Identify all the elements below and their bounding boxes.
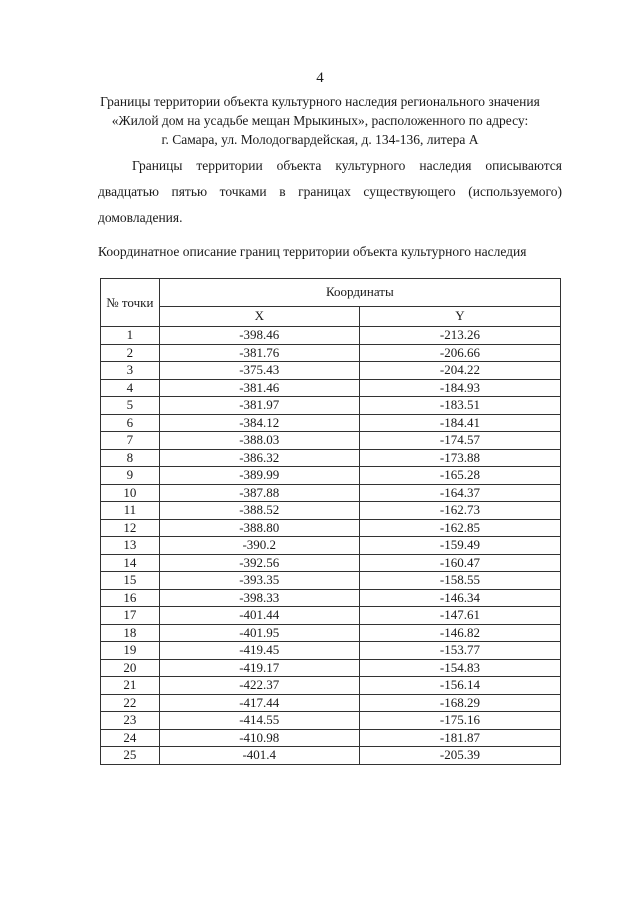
- y-coordinate-cell: -165.28: [359, 467, 560, 485]
- table-caption: Координатное описание границ территории объекта культурного наследия: [98, 244, 527, 259]
- x-coordinate-cell: -381.46: [159, 379, 359, 397]
- y-coordinate-cell: -204.22: [359, 362, 560, 380]
- point-number-cell: 14: [101, 554, 160, 572]
- y-coordinate-cell: -156.14: [359, 677, 560, 695]
- table-row: [101, 694, 561, 712]
- point-number-cell: 13: [101, 537, 160, 555]
- y-coordinate-cell: -160.47: [359, 554, 560, 572]
- y-coordinate-cell: -184.93: [359, 379, 560, 397]
- point-number-cell: 17: [101, 607, 160, 625]
- x-coordinate-cell: -387.88: [159, 484, 359, 502]
- point-number-cell: 10: [101, 484, 160, 502]
- x-coordinate-cell: -398.46: [159, 327, 359, 345]
- y-coordinate-cell: -158.55: [359, 572, 560, 590]
- x-coordinate-cell: -422.37: [159, 677, 359, 695]
- x-coordinate-cell: -414.55: [159, 712, 359, 730]
- table-row: [101, 624, 561, 642]
- y-coordinate-cell: -154.83: [359, 659, 560, 677]
- point-number-cell: 21: [101, 677, 160, 695]
- point-number-cell: 11: [101, 502, 160, 520]
- point-number-cell: 12: [101, 519, 160, 537]
- paragraph-line-1: Границы территории объекта культурного наследия описываются: [132, 158, 562, 173]
- x-coordinate-cell: -417.44: [159, 694, 359, 712]
- x-coordinate-cell: -388.03: [159, 432, 359, 450]
- coordinates-table-body: [101, 327, 561, 765]
- coordinates-table: [100, 278, 561, 765]
- point-number-cell: 15: [101, 572, 160, 590]
- x-coordinate-cell: -384.12: [159, 414, 359, 432]
- y-coordinate-cell: -206.66: [359, 344, 560, 362]
- heading-line-3: г. Самара, ул. Молодогвардейская, д. 134-136, литера А: [161, 132, 479, 147]
- paragraph-line-2: двадцатью пятью точками в границах существующего (используемого): [98, 184, 562, 199]
- table-row: [101, 467, 561, 485]
- heading-line-2: «Жилой дом на усадьбе мещан Мрыкиных», расположенного по адресу:: [111, 113, 529, 128]
- x-coordinate-cell: -381.76: [159, 344, 359, 362]
- table-row: [101, 537, 561, 555]
- point-number-cell: 3: [101, 362, 160, 380]
- x-coordinate-cell: -386.32: [159, 449, 359, 467]
- x-coordinate-cell: -393.35: [159, 572, 359, 590]
- table-row: [101, 362, 561, 380]
- y-coordinate-cell: -174.57: [359, 432, 560, 450]
- x-coordinate-cell: -390.2: [159, 537, 359, 555]
- heading-line-1: Границы территории объекта культурного наследия регионального значения: [100, 94, 540, 109]
- table-row: [101, 502, 561, 520]
- y-coordinate-cell: -162.73: [359, 502, 560, 520]
- table-row: [101, 554, 561, 572]
- table-row: [101, 379, 561, 397]
- y-coordinate-cell: -213.26: [359, 327, 560, 345]
- x-coordinate-cell: -381.97: [159, 397, 359, 415]
- x-column-header: X: [159, 306, 359, 326]
- x-coordinate-cell: -419.45: [159, 642, 359, 660]
- y-coordinate-cell: -175.16: [359, 712, 560, 730]
- y-coordinate-cell: -153.77: [359, 642, 560, 660]
- y-coordinate-cell: -146.82: [359, 624, 560, 642]
- y-coordinate-cell: -184.41: [359, 414, 560, 432]
- y-coordinate-cell: -168.29: [359, 694, 560, 712]
- x-coordinate-cell: -389.99: [159, 467, 359, 485]
- point-number-cell: 24: [101, 729, 160, 747]
- x-coordinate-cell: -398.33: [159, 589, 359, 607]
- table-row: [101, 484, 561, 502]
- point-number-cell: 4: [101, 379, 160, 397]
- table-row: [101, 589, 561, 607]
- point-number-cell: 16: [101, 589, 160, 607]
- x-coordinate-cell: -401.95: [159, 624, 359, 642]
- point-number-header: № точки: [101, 279, 160, 327]
- point-number-cell: 22: [101, 694, 160, 712]
- x-coordinate-cell: -419.17: [159, 659, 359, 677]
- document-heading: [60, 92, 580, 149]
- paragraph-line-3: домовладения.: [98, 210, 183, 225]
- point-number-cell: 20: [101, 659, 160, 677]
- table-row: [101, 572, 561, 590]
- table-row: [101, 397, 561, 415]
- point-number-cell: 9: [101, 467, 160, 485]
- coordinates-header: Координаты: [159, 279, 560, 307]
- table-row: [101, 712, 561, 730]
- y-column-header: Y: [359, 306, 560, 326]
- table-row: [101, 659, 561, 677]
- point-number-cell: 23: [101, 712, 160, 730]
- x-coordinate-cell: -375.43: [159, 362, 359, 380]
- page-number: 4: [316, 70, 324, 86]
- table-row: [101, 414, 561, 432]
- y-coordinate-cell: -162.85: [359, 519, 560, 537]
- point-number-cell: 7: [101, 432, 160, 450]
- point-number-cell: 19: [101, 642, 160, 660]
- y-coordinate-cell: -173.88: [359, 449, 560, 467]
- point-number-cell: 8: [101, 449, 160, 467]
- x-coordinate-cell: -388.80: [159, 519, 359, 537]
- x-coordinate-cell: -392.56: [159, 554, 359, 572]
- table-row: [101, 677, 561, 695]
- x-coordinate-cell: -410.98: [159, 729, 359, 747]
- y-coordinate-cell: -146.34: [359, 589, 560, 607]
- table-row: [101, 729, 561, 747]
- point-number-cell: 5: [101, 397, 160, 415]
- table-row: [101, 607, 561, 625]
- point-number-cell: 18: [101, 624, 160, 642]
- table-row: [101, 747, 561, 765]
- description-paragraph: [98, 153, 562, 231]
- table-row: [101, 344, 561, 362]
- point-number-cell: 6: [101, 414, 160, 432]
- x-coordinate-cell: -401.4: [159, 747, 359, 765]
- x-coordinate-cell: -401.44: [159, 607, 359, 625]
- y-coordinate-cell: -181.87: [359, 729, 560, 747]
- point-number-cell: 2: [101, 344, 160, 362]
- y-coordinate-cell: -164.37: [359, 484, 560, 502]
- point-number-cell: 25: [101, 747, 160, 765]
- y-coordinate-cell: -159.49: [359, 537, 560, 555]
- y-coordinate-cell: -147.61: [359, 607, 560, 625]
- point-number-cell: 1: [101, 327, 160, 345]
- y-coordinate-cell: -205.39: [359, 747, 560, 765]
- table-row: [101, 327, 561, 345]
- table-row: [101, 449, 561, 467]
- table-row: [101, 642, 561, 660]
- y-coordinate-cell: -183.51: [359, 397, 560, 415]
- table-row: [101, 432, 561, 450]
- table-row: [101, 519, 561, 537]
- x-coordinate-cell: -388.52: [159, 502, 359, 520]
